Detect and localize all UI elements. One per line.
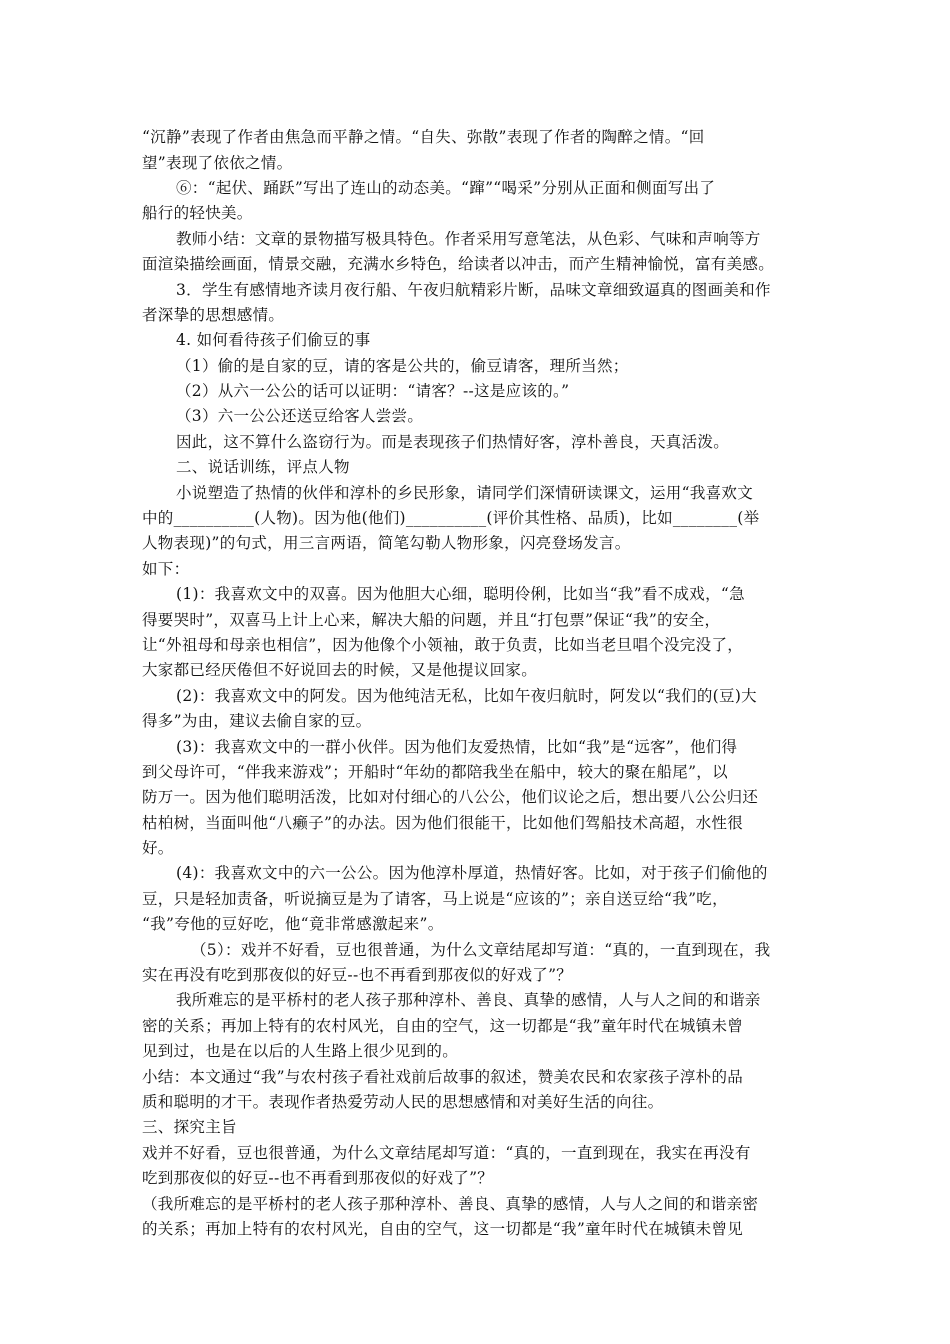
text-line: (1)：我喜欢文中的双喜。因为他胆大心细，聪明伶俐，比如当“我”看不成戏，“急: [176, 585, 745, 603]
text-line: “沉静”表现了作者由焦急而平静之情。“自失、弥散”表现了作者的陶醉之情。“回: [142, 128, 705, 146]
text-line: （2）从六一公公的话可以证明：“请客？--这是应该的。”: [176, 382, 570, 400]
text-line: 教师小结：文章的景物描写极具特色。作者采用写意笔法，从色彩、气味和声响等方: [176, 230, 761, 248]
text-line: 因此，这不算什么盗窃行为。而是表现孩子们热情好客，淳朴善良，天真活泼。: [176, 433, 730, 451]
text-line: 戏并不好看，豆也很普通，为什么文章结尾却写道：“真的，一直到现在，我实在再没有: [142, 1144, 751, 1162]
text-line: 防万一。因为他们聪明活泼，比如对付细心的八公公，他们议论之后，想出要八公公归还: [142, 788, 759, 806]
text-line: （我所难忘的是平桥村的老人孩子那种淳朴、善良、真挚的感情，人与人之间的和谐亲密: [142, 1195, 759, 1213]
text-line: 吃到那夜似的好豆--也不再看到那夜似的好戏了”？: [142, 1169, 494, 1187]
section-heading: 三、探究主旨: [142, 1118, 237, 1136]
text-line: 中的__________(人物)。因为他(他们)__________(评价其性格、品质)，比如________(举: [142, 509, 760, 527]
text-line: 大家都已经厌倦但不好说回去的时候，又是他提议回家。: [142, 661, 538, 679]
text-line: 枯柏树，当面叫他“八癞子”的办法。因为他们很能干，比如他们驾船技术高超，水性很: [142, 814, 744, 832]
text-line: 得多”为由，建议去偷自家的豆。: [142, 712, 372, 730]
text-line: 面渲染描绘画面，情景交融，充满水乡特色，给读者以冲击，而产生精神愉悦，富有美感。: [142, 255, 775, 273]
text-line: 密的关系；再加上特有的农村风光，自由的空气，这一切都是“我”童年时代在城镇未曾: [142, 1017, 744, 1035]
text-line: 3．学生有感情地齐读月夜行船、午夜归航精彩片断，品味文章细致逼真的图画美和作: [176, 281, 771, 299]
text-line: 小说塑造了热情的伙伴和淳朴的乡民形象，请同学们深情研读课文，运用“我喜欢文: [176, 484, 754, 502]
text-line: （3）六一公公还送豆给客人尝尝。: [176, 407, 424, 425]
text-line: 见到过，也是在以后的人生路上很少见到的。: [142, 1042, 459, 1060]
section-heading: 二、说话训练，评点人物: [176, 458, 350, 476]
text-line: 望”表现了依依之情。: [142, 154, 293, 172]
text-line: 实在再没有吃到那夜似的好豆--也不再看到那夜似的好戏了”？: [142, 966, 573, 984]
text-line: 到父母许可，“伴我来游戏”；开船时“年幼的都陪我坐在船中，较大的聚在船尾”，以: [142, 763, 728, 781]
text-line: (3)：我喜欢文中的一群小伙伴。因为他们友爱热情，比如“我”是“远客”，他们得: [176, 738, 738, 756]
text-line: 的关系；再加上特有的农村风光，自由的空气，这一切都是“我”童年时代在城镇未曾见: [142, 1220, 744, 1238]
text-line: (4)：我喜欢文中的六一公公。因为他淳朴厚道，热情好客。比如，对于孩子们偷他的: [176, 864, 768, 882]
text-line: 好。: [142, 839, 174, 857]
text-line: 者深挚的思想感情。: [142, 306, 285, 324]
text-line: 得要哭时”，双喜马上计上心来，解决大船的问题，并且“打包票”保证“我”的安全，: [142, 611, 721, 629]
text-line: （1）偷的是自家的豆，请的客是公共的，偷豆请客，理所当然；: [176, 357, 629, 375]
text-line: （5）：戏并不好看，豆也很普通，为什么文章结尾却写道：“真的，一直到现在，我: [191, 941, 771, 959]
text-line: 质和聪明的才干。表现作者热爱劳动人民的思想感情和对美好生活的向往。: [142, 1093, 664, 1111]
text-line: 小结：本文通过“我”与农村孩子看社戏前后故事的叙述，赞美农民和农家孩子淳朴的品: [142, 1068, 744, 1086]
text-line: 豆，只是轻加责备，听说摘豆是为了请客，马上说是“应该的”；亲自送豆给“我”吃，: [142, 890, 728, 908]
text-line: 人物表现)”的句式，用三言两语，简笔勾勒人物形象，闪亮登场发言。: [142, 534, 631, 552]
text-line: 我所难忘的是平桥村的老人孩子那种淳朴、善良、真挚的感情，人与人之间的和谐亲: [176, 991, 761, 1009]
text-line: ⑥：“起伏、踊跃”写出了连山的动态美。“蹿”“喝采”分别从正面和侧面写出了: [176, 179, 716, 197]
text-line: 让“外祖母和母亲也相信”，因为他像个小领袖，敢于负责，比如当老旦唱个没完没了，: [142, 636, 744, 654]
text-line: 4. 如何看待孩子们偷豆的事: [176, 331, 371, 349]
text-line: 船行的轻快美。: [142, 204, 253, 222]
text-line: “我”夸他的豆好吃，他“竟非常感激起来”。: [142, 915, 444, 933]
text-line: 如下：: [142, 560, 190, 578]
text-line: (2)：我喜欢文中的阿发。因为他纯洁无私，比如午夜归航时，阿发以“我们的(豆)大: [176, 687, 757, 705]
